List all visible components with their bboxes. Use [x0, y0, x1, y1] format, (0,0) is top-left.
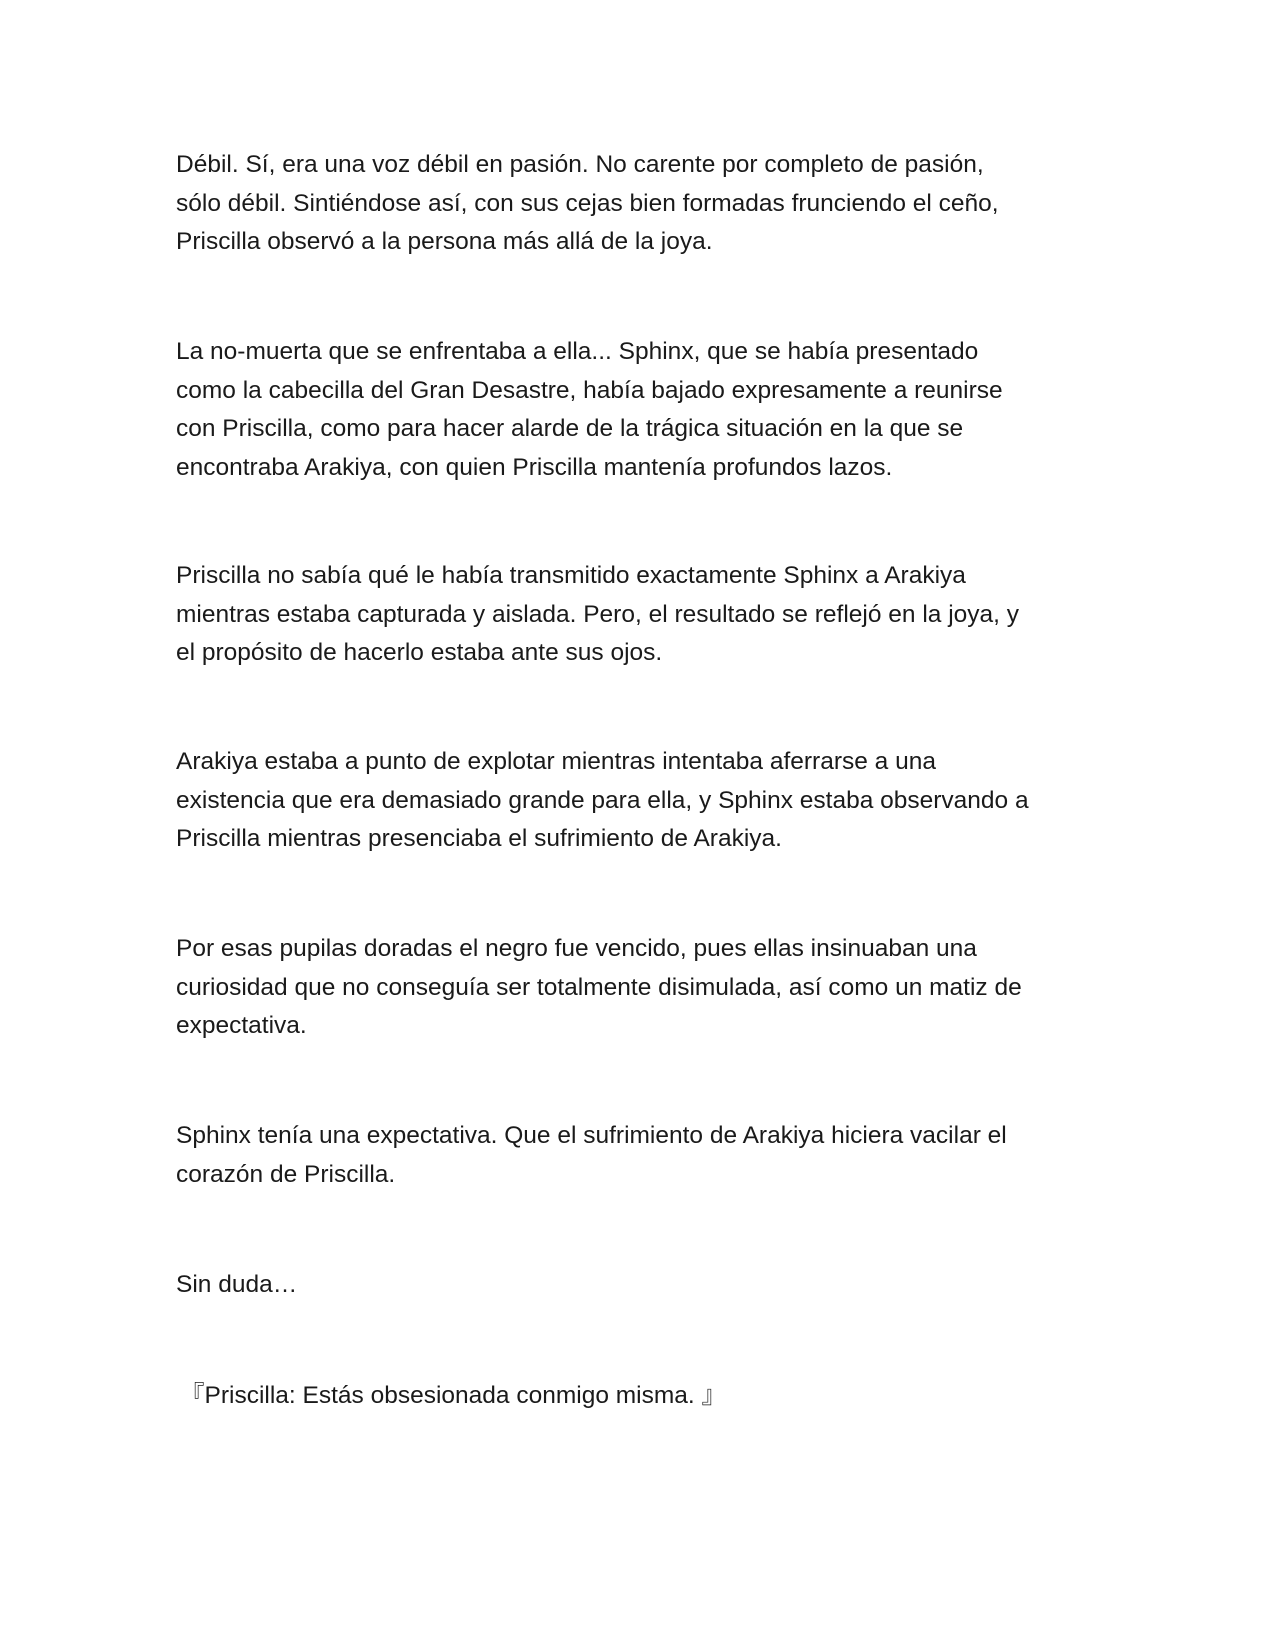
paragraph-3: Priscilla no sabía qué le había transmitido exactamente Sphinx a Arakiya mientras estaba capturada y aislada. Pero, el resultado se reflejó en la joya, y el propósito de hacerlo estaba ante sus ojos.	[176, 562, 1020, 666]
paragraph-7: Sin duda…	[176, 1271, 298, 1298]
paragraph-4: Arakiya estaba a punto de explotar mientras intentaba aferrarse a una existencia que era demasiado grande para ella, y Sphinx estaba observando a Priscilla mientras presenciaba el sufrimiento de Arakiya.	[176, 748, 1029, 852]
paragraph-6: Sphinx tenía una expectativa. Que el sufrimiento de Arakiya hiciera vacilar el corazón de Priscilla.	[176, 1122, 1007, 1188]
dialogue-line: 『Priscilla: Estás obsesionada conmigo misma. 』	[180, 1382, 727, 1409]
paragraph-1: Débil. Sí, era una voz débil en pasión. No carente por completo de pasión, sólo débil. Sintiéndose así, con sus cejas bien formadas frunciendo el ceño, Priscilla observó a la persona más allá de la joya.	[176, 151, 999, 255]
paragraph-5: Por esas pupilas doradas el negro fue vencido, pues ellas insinuaban una curiosidad que no conseguía ser totalmente disimulada, así como un matiz de expectativa.	[176, 935, 1022, 1039]
paragraph-2: La no-muerta que se enfrentaba a ella... Sphinx, que se había presentado como la cabecilla del Gran Desastre, había bajado expresamente a reunirse con Priscilla, como para hacer alarde de la trágica situación en la que se encontraba Arakiya, con quien Priscilla mantenía profundos lazos.	[176, 338, 1003, 481]
